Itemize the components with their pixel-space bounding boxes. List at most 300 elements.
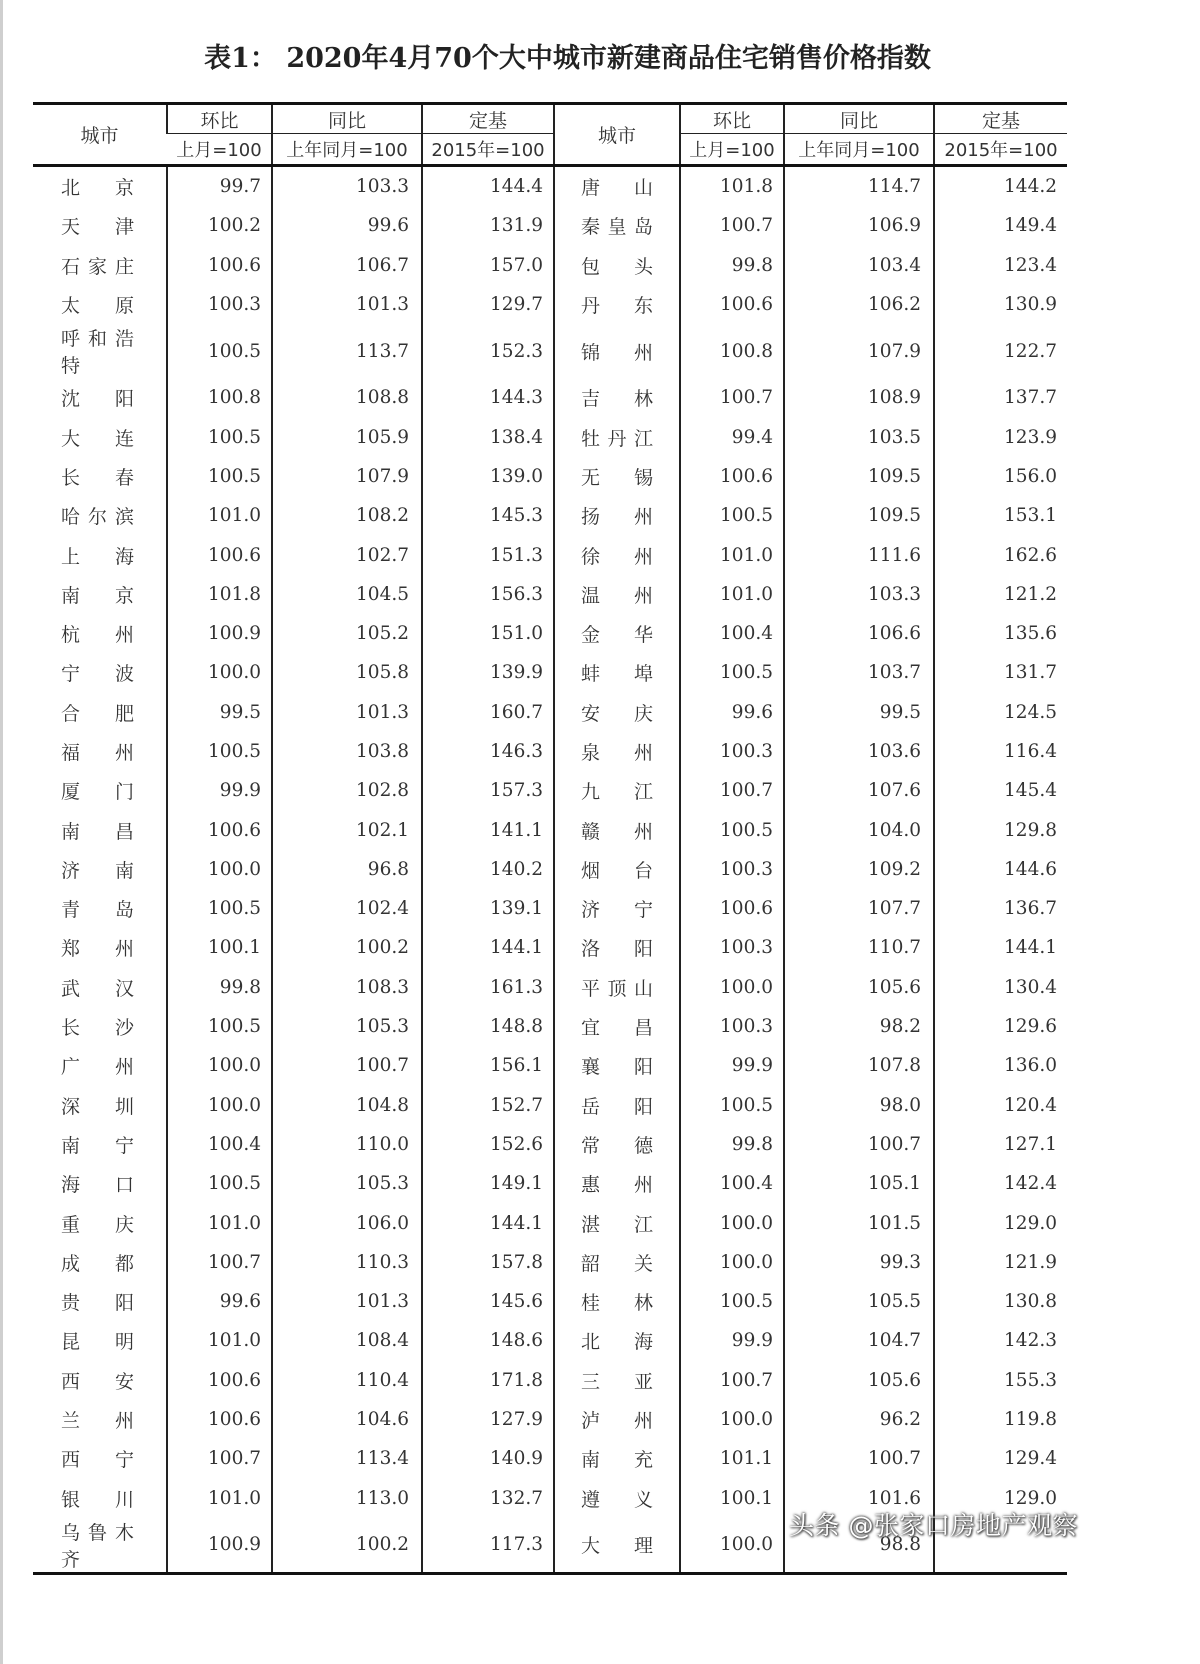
fixed-cell: 152.6: [422, 1125, 554, 1164]
fixed-cell: 156.1: [422, 1046, 554, 1085]
city-cell-right: 三亚: [554, 1361, 680, 1400]
table-row: [33, 246, 1067, 285]
table-row: [33, 1164, 1067, 1203]
watermark: 头条 @张家口房地产观察: [789, 1511, 1078, 1540]
fixed-cell: 148.8: [422, 1007, 554, 1046]
mom-cell: 101.0: [167, 1203, 272, 1242]
yoy-cell-right: 106.2: [784, 285, 934, 324]
fixed-cell: 129.7: [422, 285, 554, 324]
yoy-cell-right: 114.7: [784, 166, 934, 207]
yoy-cell-right: 109.5: [784, 496, 934, 535]
mom-cell-right: 99.8: [680, 1125, 784, 1164]
mom-cell: 100.9: [167, 614, 272, 653]
header-city-right: 城市: [554, 104, 680, 166]
mom-cell: 100.0: [167, 1086, 272, 1125]
fixed-cell-right: 145.4: [934, 771, 1067, 810]
table-row: [33, 378, 1067, 417]
yoy-cell-right: 104.7: [784, 1321, 934, 1360]
city-cell: 深圳: [61, 1095, 134, 1118]
fixed-cell: 146.3: [422, 732, 554, 771]
mom-cell: 100.6: [167, 1361, 272, 1400]
mom-cell: 100.4: [167, 1125, 272, 1164]
yoy-cell-right: 107.8: [784, 1046, 934, 1085]
yoy-cell: 108.2: [272, 496, 422, 535]
yoy-cell: 106.7: [272, 246, 422, 285]
city-cell-right: 惠州: [554, 1164, 680, 1203]
yoy-cell: 102.1: [272, 810, 422, 849]
yoy-cell-right: 101.5: [784, 1203, 934, 1242]
mom-cell-right: 99.4: [680, 417, 784, 456]
city-cell: 南宁: [61, 1134, 134, 1157]
mom-cell-right: 100.0: [680, 1400, 784, 1439]
table-row: [33, 285, 1067, 324]
city-cell-right: 烟台: [554, 850, 680, 889]
fixed-cell-right: 129.0: [934, 1479, 1067, 1518]
mom-cell: 101.0: [167, 1321, 272, 1360]
city-cell: 沈阳: [61, 388, 134, 411]
table-row: [33, 928, 1067, 967]
mom-cell-right: 100.5: [680, 1086, 784, 1125]
mom-cell-right: 100.3: [680, 732, 784, 771]
fixed-cell: 141.1: [422, 810, 554, 849]
fixed-cell-right: 162.6: [934, 535, 1067, 574]
city-cell-right: 吉林: [554, 378, 680, 417]
yoy-cell: 100.2: [272, 1518, 422, 1574]
mom-cell-right: 100.6: [680, 889, 784, 928]
fixed-cell: 127.9: [422, 1400, 554, 1439]
yoy-cell-right: 106.6: [784, 614, 934, 653]
mom-cell: 100.5: [167, 1164, 272, 1203]
mom-cell: 101.0: [167, 496, 272, 535]
fixed-cell: 117.3: [422, 1518, 554, 1574]
header-yoy-base: 上年同月=100: [272, 134, 422, 166]
mom-cell-right: 100.4: [680, 1164, 784, 1203]
yoy-cell: 106.0: [272, 1203, 422, 1242]
city-cell: 长春: [61, 466, 134, 489]
fixed-cell-right: 129.0: [934, 1203, 1067, 1242]
table-row: [33, 575, 1067, 614]
city-cell: 长沙: [61, 1017, 134, 1040]
yoy-cell-right: 103.5: [784, 417, 934, 456]
yoy-cell-right: 104.0: [784, 810, 934, 849]
mom-cell: 100.7: [167, 1439, 272, 1478]
mom-cell-right: 99.9: [680, 1046, 784, 1085]
table-row: [33, 1086, 1067, 1125]
city-cell-right: 韶关: [554, 1243, 680, 1282]
yoy-cell-right: 103.3: [784, 575, 934, 614]
city-cell: 福州: [61, 742, 134, 764]
yoy-cell-right: 109.5: [784, 457, 934, 496]
mom-cell-right: 100.6: [680, 285, 784, 324]
mom-cell-right: 99.8: [680, 246, 784, 285]
yoy-cell-right: 101.6: [784, 1479, 934, 1518]
yoy-cell-right: 107.9: [784, 324, 934, 378]
mom-cell: 99.9: [167, 771, 272, 810]
mom-cell-right: 100.0: [680, 1518, 784, 1574]
fixed-cell-right: 124.5: [934, 693, 1067, 732]
city-cell-right: 北海: [554, 1321, 680, 1360]
fixed-cell: 156.3: [422, 575, 554, 614]
city-cell-right: 平顶山: [554, 968, 680, 1007]
table-row: [33, 1361, 1067, 1400]
mom-cell: 100.7: [167, 1243, 272, 1282]
fixed-cell-right: 121.9: [934, 1243, 1067, 1282]
yoy-cell-right: 103.7: [784, 653, 934, 692]
yoy-cell: 108.3: [272, 968, 422, 1007]
fixed-cell-right: 130.8: [934, 1282, 1067, 1321]
header-yoy-base-right: 上年同月=100: [784, 134, 934, 166]
yoy-cell-right: 107.7: [784, 889, 934, 928]
yoy-cell-right: 105.6: [784, 1361, 934, 1400]
mom-cell-right: 100.7: [680, 206, 784, 245]
fixed-cell-right: 149.4: [934, 206, 1067, 245]
header-city: 城市: [33, 104, 167, 166]
mom-cell: 100.5: [167, 732, 272, 771]
city-cell-right: 丹东: [554, 285, 680, 324]
city-cell-right: 南充: [554, 1439, 680, 1478]
yoy-cell: 101.3: [272, 693, 422, 732]
yoy-cell: 100.7: [272, 1046, 422, 1085]
yoy-cell: 113.0: [272, 1479, 422, 1518]
yoy-cell: 108.8: [272, 378, 422, 417]
city-cell: 重庆: [61, 1213, 134, 1236]
yoy-cell: 101.3: [272, 1282, 422, 1321]
fixed-cell-right: 123.9: [934, 417, 1067, 456]
fixed-cell: 171.8: [422, 1361, 554, 1400]
fixed-cell-right: 144.2: [934, 166, 1067, 207]
yoy-cell-right: 98.0: [784, 1086, 934, 1125]
fixed-cell-right: 129.6: [934, 1007, 1067, 1046]
mom-cell-right: 100.7: [680, 1361, 784, 1400]
mom-cell: 99.5: [167, 693, 272, 732]
mom-cell: 100.0: [167, 850, 272, 889]
city-cell-right: 桂林: [554, 1282, 680, 1321]
fixed-cell-right: 136.0: [934, 1046, 1067, 1085]
mom-cell-right: 101.8: [680, 166, 784, 207]
table-row: [33, 417, 1067, 456]
table-row: [33, 1243, 1067, 1282]
yoy-cell: 102.8: [272, 771, 422, 810]
fixed-cell: 151.0: [422, 614, 554, 653]
fixed-cell-right: 153.1: [934, 496, 1067, 535]
table-row: [33, 206, 1067, 245]
mom-cell-right: 100.7: [680, 771, 784, 810]
mom-cell: 101.0: [167, 1479, 272, 1518]
fixed-cell: 131.9: [422, 206, 554, 245]
mom-cell-right: 100.7: [680, 378, 784, 417]
mom-cell: 100.6: [167, 1400, 272, 1439]
yoy-cell-right: 106.9: [784, 206, 934, 245]
mom-cell: 100.5: [167, 417, 272, 456]
city-cell: 西安: [61, 1370, 134, 1393]
city-cell-right: 洛阳: [554, 928, 680, 967]
fixed-cell-right: 144.6: [934, 850, 1067, 889]
fixed-cell: 139.9: [422, 653, 554, 692]
city-cell: 济南: [61, 859, 134, 882]
city-cell: 海口: [61, 1174, 134, 1197]
table-row: [33, 1400, 1067, 1439]
table-row: [33, 693, 1067, 732]
city-cell-right: 包头: [554, 246, 680, 285]
yoy-cell: 110.4: [272, 1361, 422, 1400]
mom-cell-right: 100.3: [680, 928, 784, 967]
table-row: [33, 535, 1067, 574]
yoy-cell: 96.8: [272, 850, 422, 889]
table-row: [33, 653, 1067, 692]
city-cell: 呼和浩特: [61, 328, 134, 378]
mom-cell-right: 100.0: [680, 968, 784, 1007]
header-mom-base: 上月=100: [167, 134, 272, 166]
city-cell: 合肥: [61, 702, 134, 725]
city-cell-right: 扬州: [554, 496, 680, 535]
yoy-cell: 107.9: [272, 457, 422, 496]
city-cell: 大连: [61, 427, 134, 450]
yoy-cell: 103.8: [272, 732, 422, 771]
mom-cell: 100.6: [167, 535, 272, 574]
fixed-cell: 157.0: [422, 246, 554, 285]
yoy-cell: 103.3: [272, 166, 422, 207]
table-row: [33, 1203, 1067, 1242]
mom-cell-right: 100.5: [680, 810, 784, 849]
table-row: [33, 457, 1067, 496]
yoy-cell: 102.4: [272, 889, 422, 928]
mom-cell-right: 100.1: [680, 1479, 784, 1518]
city-cell: 广州: [61, 1056, 134, 1079]
table-row: [33, 324, 1067, 378]
city-cell-right: 九江: [554, 771, 680, 810]
yoy-cell-right: 103.6: [784, 732, 934, 771]
yoy-cell: 105.9: [272, 417, 422, 456]
city-cell-right: 常德: [554, 1125, 680, 1164]
city-cell-right: 金华: [554, 614, 680, 653]
fixed-cell-right: 144.1: [934, 928, 1067, 967]
yoy-cell-right: 98.2: [784, 1007, 934, 1046]
city-cell-right: 徐州: [554, 535, 680, 574]
fixed-cell: 139.0: [422, 457, 554, 496]
city-cell: 宁波: [61, 663, 134, 686]
table-title: 表1： 2020年4月70个大中城市新建商品住宅销售价格指数: [204, 43, 931, 75]
header-fixed-right: 定基: [934, 104, 1067, 134]
price-index-table-container: [33, 102, 1067, 1575]
table-row: [33, 810, 1067, 849]
fixed-cell-right: 119.8: [934, 1400, 1067, 1439]
city-cell: 天津: [61, 216, 134, 239]
header-mom-base-right: 上月=100: [680, 134, 784, 166]
fixed-cell: 139.1: [422, 889, 554, 928]
yoy-cell: 100.2: [272, 928, 422, 967]
price-index-table: [33, 102, 1067, 1575]
yoy-cell: 113.7: [272, 324, 422, 378]
yoy-cell-right: 100.7: [784, 1439, 934, 1478]
city-cell-right: 安庆: [554, 693, 680, 732]
mom-cell: 99.7: [167, 166, 272, 207]
fixed-cell: 140.2: [422, 850, 554, 889]
city-cell: 石家庄: [61, 255, 134, 278]
yoy-cell: 105.3: [272, 1007, 422, 1046]
city-cell-right: 大理: [554, 1518, 680, 1574]
yoy-cell-right: 105.6: [784, 968, 934, 1007]
city-cell: 青岛: [61, 899, 134, 922]
fixed-cell: 148.6: [422, 1321, 554, 1360]
mom-cell-right: 100.5: [680, 653, 784, 692]
city-cell-right: 济宁: [554, 889, 680, 928]
fixed-cell: 161.3: [422, 968, 554, 1007]
yoy-cell-right: 110.7: [784, 928, 934, 967]
table-body: [33, 166, 1067, 1574]
city-cell-right: 湛江: [554, 1203, 680, 1242]
mom-cell-right: 100.8: [680, 324, 784, 378]
yoy-cell-right: 100.7: [784, 1125, 934, 1164]
fixed-cell: 151.3: [422, 535, 554, 574]
city-cell: 乌鲁木齐: [33, 1518, 167, 1574]
yoy-cell: 105.8: [272, 653, 422, 692]
table-row: [33, 1007, 1067, 1046]
mom-cell-right: 101.0: [680, 535, 784, 574]
city-cell-right: 宜昌: [554, 1007, 680, 1046]
mom-cell: 100.1: [167, 928, 272, 967]
yoy-cell: 99.6: [272, 206, 422, 245]
mom-cell: 100.3: [167, 285, 272, 324]
fixed-cell: 152.7: [422, 1086, 554, 1125]
fixed-cell-right: 123.4: [934, 246, 1067, 285]
city-cell: 太原: [61, 295, 134, 318]
mom-cell: 101.8: [167, 575, 272, 614]
header-mom: 环比: [167, 104, 272, 134]
table-row: [33, 968, 1067, 1007]
yoy-cell: 102.7: [272, 535, 422, 574]
city-cell-right: 泸州: [554, 1400, 680, 1439]
yoy-cell-right: 99.3: [784, 1243, 934, 1282]
fixed-cell: 138.4: [422, 417, 554, 456]
yoy-cell: 104.8: [272, 1086, 422, 1125]
city-cell-right: 蚌埠: [554, 653, 680, 692]
fixed-cell-right: 122.7: [934, 324, 1067, 378]
fixed-cell: 132.7: [422, 1479, 554, 1518]
yoy-cell: 104.6: [272, 1400, 422, 1439]
fixed-cell-right: 129.4: [934, 1439, 1067, 1478]
fixed-cell: 140.9: [422, 1439, 554, 1478]
mom-cell: 100.6: [167, 810, 272, 849]
city-cell: 厦门: [61, 781, 134, 804]
table-row: [33, 732, 1067, 771]
mom-cell: 100.5: [167, 457, 272, 496]
mom-cell: 100.9: [167, 1518, 272, 1574]
city-cell-right: 温州: [554, 575, 680, 614]
mom-cell-right: 100.3: [680, 1007, 784, 1046]
fixed-cell: 145.6: [422, 1282, 554, 1321]
city-cell: 武汉: [61, 977, 134, 1000]
city-cell: 北京: [61, 177, 134, 200]
yoy-cell: 110.3: [272, 1243, 422, 1282]
fixed-cell: 144.1: [422, 1203, 554, 1242]
table-row: [33, 1321, 1067, 1360]
yoy-cell-right: 98.8: [784, 1518, 934, 1574]
mom-cell: 100.5: [167, 324, 272, 378]
city-cell: 杭州: [61, 624, 134, 647]
city-cell-right: 襄阳: [554, 1046, 680, 1085]
city-cell-right: 泉州: [554, 732, 680, 771]
header-mom-right: 环比: [680, 104, 784, 134]
mom-cell: 100.2: [167, 206, 272, 245]
fixed-cell-right: 142.3: [934, 1321, 1067, 1360]
header-fixed: 定基: [422, 104, 554, 134]
yoy-cell: 105.2: [272, 614, 422, 653]
yoy-cell-right: 99.5: [784, 693, 934, 732]
city-cell: 郑州: [61, 938, 134, 961]
yoy-cell-right: 108.9: [784, 378, 934, 417]
city-cell: 贵阳: [61, 1292, 134, 1315]
yoy-cell: 108.4: [272, 1321, 422, 1360]
header-yoy: 同比: [272, 104, 422, 134]
mom-cell: 99.8: [167, 968, 272, 1007]
mom-cell-right: 100.3: [680, 850, 784, 889]
yoy-cell: 110.0: [272, 1125, 422, 1164]
table-row: [33, 889, 1067, 928]
mom-cell-right: 100.5: [680, 496, 784, 535]
table-row: [33, 1046, 1067, 1085]
fixed-cell: 160.7: [422, 693, 554, 732]
city-cell-right: 锦州: [554, 324, 680, 378]
fixed-cell: 157.8: [422, 1243, 554, 1282]
mom-cell: 100.5: [167, 889, 272, 928]
fixed-cell-right: 142.4: [934, 1164, 1067, 1203]
city-cell: 南京: [61, 584, 134, 607]
fixed-cell: 144.3: [422, 378, 554, 417]
city-cell: 哈尔滨: [61, 506, 134, 529]
table-row: [33, 1439, 1067, 1478]
table-header: [33, 104, 1067, 166]
fixed-cell: 144.4: [422, 166, 554, 207]
table-row: [33, 771, 1067, 810]
mom-cell: 100.6: [167, 246, 272, 285]
mom-cell-right: 101.1: [680, 1439, 784, 1478]
table-row: [33, 1282, 1067, 1321]
city-cell-right: 岳阳: [554, 1086, 680, 1125]
mom-cell-right: 100.4: [680, 614, 784, 653]
city-cell-right: 无锡: [554, 457, 680, 496]
yoy-cell: 104.5: [272, 575, 422, 614]
city-cell: 西宁: [61, 1449, 134, 1472]
fixed-cell: 144.1: [422, 928, 554, 967]
mom-cell: 100.0: [167, 1046, 272, 1085]
yoy-cell-right: 105.1: [784, 1164, 934, 1203]
table-row: [33, 1125, 1067, 1164]
fixed-cell-right: 120.4: [934, 1086, 1067, 1125]
fixed-cell-right: 156.0: [934, 457, 1067, 496]
fixed-cell-right: 135.6: [934, 614, 1067, 653]
fixed-cell-right: 127.1: [934, 1125, 1067, 1164]
mom-cell-right: 100.6: [680, 457, 784, 496]
fixed-cell-right: 155.3: [934, 1361, 1067, 1400]
yoy-cell: 113.4: [272, 1439, 422, 1478]
city-cell-right: 遵义: [554, 1479, 680, 1518]
table-row: [33, 850, 1067, 889]
table-row: [33, 496, 1067, 535]
city-cell: 银川: [61, 1488, 134, 1511]
header-fixed-base-right: 2015年=100: [934, 134, 1067, 166]
mom-cell-right: 99.9: [680, 1321, 784, 1360]
mom-cell-right: 100.0: [680, 1203, 784, 1242]
city-cell: 南昌: [61, 820, 134, 843]
mom-cell: 100.0: [167, 653, 272, 692]
yoy-cell-right: 111.6: [784, 535, 934, 574]
city-cell-right: 赣州: [554, 810, 680, 849]
yoy-cell-right: 109.2: [784, 850, 934, 889]
fixed-cell: 157.3: [422, 771, 554, 810]
mom-cell-right: 99.6: [680, 693, 784, 732]
fixed-cell: 152.3: [422, 324, 554, 378]
mom-cell: 99.6: [167, 1282, 272, 1321]
